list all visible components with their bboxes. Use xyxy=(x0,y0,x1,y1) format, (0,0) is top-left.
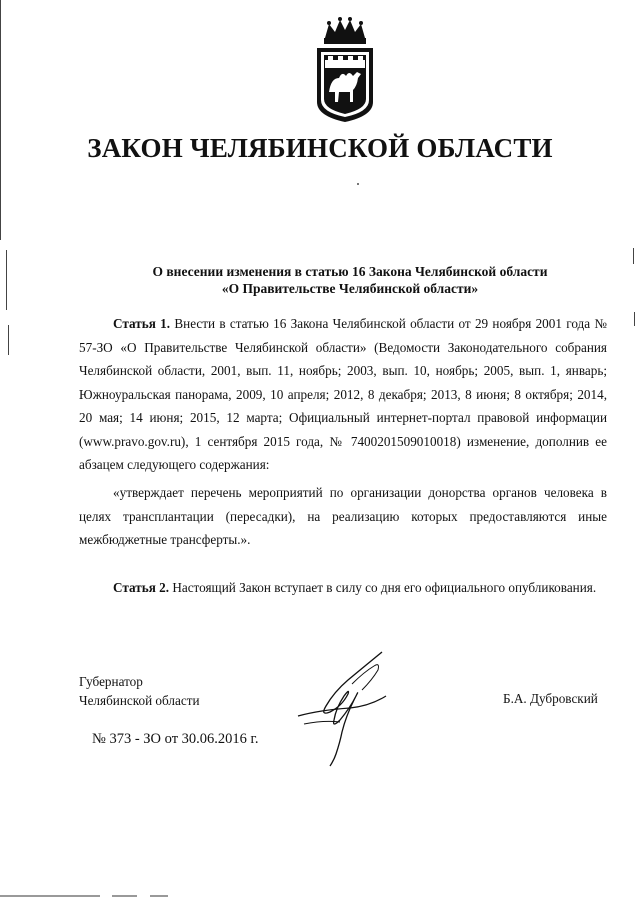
law-subject-line-1: О внесении изменения в статью 16 Закона Челябинской области xyxy=(152,264,548,279)
document-title: ЗАКОН ЧЕЛЯБИНСКОЙ ОБЛАСТИ xyxy=(87,133,553,163)
law-subject xyxy=(130,263,570,297)
scan-edge-mark xyxy=(6,250,7,310)
scan-edge-mark xyxy=(633,248,634,264)
article-2-label: Статья 2. xyxy=(113,580,170,595)
law-number: № 373 - ЗО от 30.06.2016 г. xyxy=(92,731,259,747)
scan-edge-mark xyxy=(634,312,635,326)
signatory-position-line-1: Губернатор xyxy=(79,674,143,689)
article-1 xyxy=(79,312,607,477)
chelyabinsk-region-coat-of-arms-icon xyxy=(311,16,379,124)
article-2 xyxy=(79,576,607,600)
scan-edge-mark xyxy=(0,0,1,240)
law-subject-line-2: «О Правительстве Челябинской области» xyxy=(221,281,479,296)
signatory-position-line-2: Челябинской области xyxy=(79,693,200,708)
article-1-label: Статья 1. xyxy=(113,316,171,331)
handwritten-signature xyxy=(290,650,400,770)
article-1-quote-text: «утверждает перечень мероприятий по организации донорства органов человека в целях трансплантации (пересадки), на реализацию которых предоставляются иные межбюджетные трансферты.». xyxy=(79,485,607,547)
article-1-quote xyxy=(79,481,607,552)
scan-dot xyxy=(357,183,359,185)
scan-edge-mark xyxy=(8,325,9,355)
scan-bottom-edge xyxy=(0,893,640,899)
signatory-position xyxy=(79,672,200,710)
article-2-text: Настоящий Закон вступает в силу со дня его официального опубликования. xyxy=(172,580,597,595)
signatory-name: Б.А. Дубровский xyxy=(503,691,598,706)
article-1-text: Внести в статью 16 Закона Челябинской области от 29 ноября 2001 года № 57-ЗО «О Правительстве Челябинской области» (Ведомости Законодательного собрания Челябинской области, 2001, вып. 11, ноябрь; 2003, вып. 10, ноябрь; 2005, вып. 1, январь; Южноуральская панорама, 2009, 10 апреля; 2012, 8 декабря; 2013, 8 июня; 8 октября; 2014, 20 мая; 14 июня; 2015, 12 марта; Официальный интернет-портал правовой информации (www.pravo.gov.ru), 1 сентября 2015 года, № 7400201509010018) изменение, дополнив ее абзацем следующего содержания: xyxy=(79,316,608,472)
